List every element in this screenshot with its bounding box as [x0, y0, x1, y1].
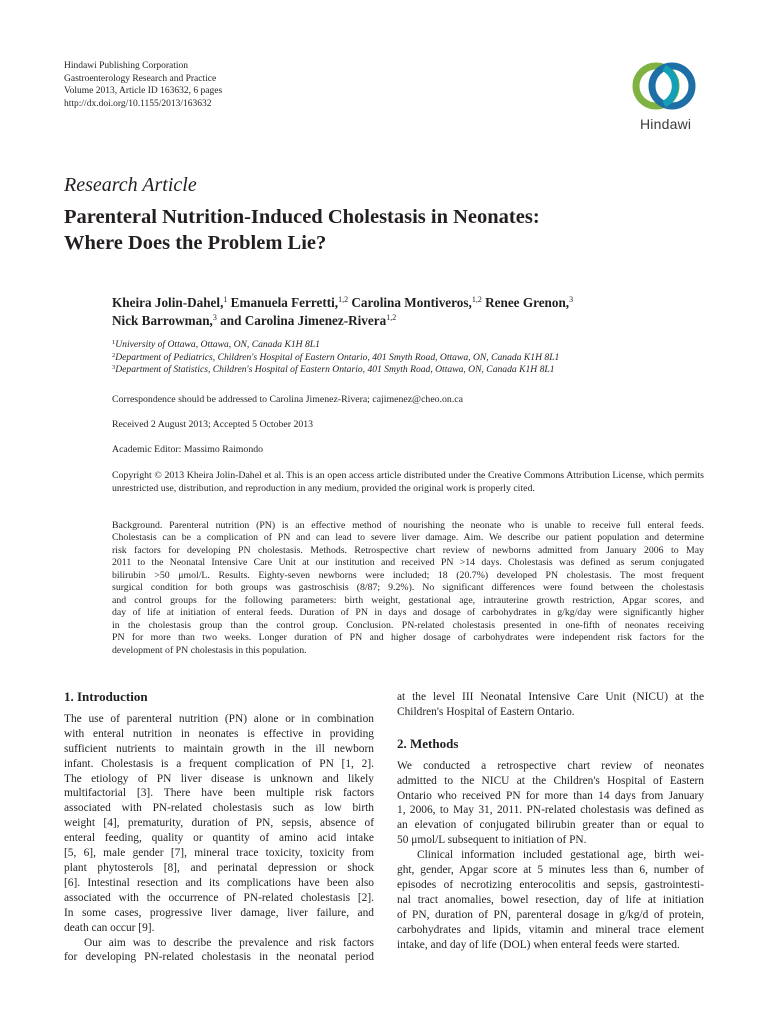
abstract-line: PN for more than two weeks. Longer duration of PN and higher dosage of carbohydrates were independent risk factors for the: [112, 632, 704, 644]
author-name: Renee Grenon,: [485, 295, 570, 310]
text-line: plant phytosterols [8], and perinatal depression or shock: [64, 861, 374, 874]
logo-wordmark: Hindawi: [640, 116, 692, 132]
text-line: 1, 2006, to May 31, 2011. PN-related cholestasis was defined as: [397, 804, 704, 817]
methods-paragraph: [397, 848, 704, 952]
text-line: admitted to the NICU at the Children's Hospital of Eastern: [397, 774, 704, 787]
doi-link[interactable]: http://dx.doi.org/10.1155/2013/163632: [64, 98, 212, 109]
introduction-paragraph: [64, 936, 374, 966]
text-line: [5, 6], male gender [7], mineral trace toxicity, toxicity from: [64, 847, 374, 860]
author-name: Nick Barrowman,: [112, 313, 213, 328]
affiliation-list: [112, 339, 712, 377]
publisher-name: Hindawi Publishing Corporation: [64, 61, 189, 71]
text-line: The etiology of PN liver disease is unknown and likely: [64, 772, 374, 785]
methods-paragraph: [397, 759, 704, 848]
text-line: nal tract anomalies, bowel resection, day of life at initiation: [397, 893, 704, 906]
text-line: carbohydrates and lipids, vitamin and mineral trace element: [397, 923, 704, 936]
introduction-paragraph-continued: [397, 690, 704, 720]
author-affil-sup: 1,2: [386, 313, 397, 322]
text-line: Ontario who received PN for more than 14 days from January: [397, 789, 704, 802]
title-line: Parenteral Nutrition-Induced Cholestasis in Neonates:: [64, 206, 540, 228]
text-line: multifactorial [3]. There have been multiple risk factors: [64, 787, 374, 800]
author-name: Emanuela Ferretti,: [230, 295, 339, 310]
text-line: of PN, duration of PN, parenteral dosage in g/kg/d of protein,: [397, 908, 704, 921]
introduction-paragraph: [64, 712, 374, 936]
affiliation: [112, 339, 712, 352]
article-type-label: Research Article: [64, 174, 197, 196]
author-affil-sup: 1,2: [338, 295, 349, 304]
text-line: 50 μmol/L subsequent to initiation of PN.: [397, 834, 587, 847]
text-line: at the level III Neonatal Intensive Care Unit (NICU) at the: [397, 691, 704, 703]
text-line: [6]. Intestinal resection and its complications have been also: [64, 876, 374, 889]
journal-masthead: [64, 60, 324, 110]
text-line: Clinical information included gestational age, birth wei-: [417, 849, 704, 862]
abstract-line: surgical condition for both groups was gastroschisis (8/87; 9.2%). No significant differences were found between the cholestasis: [112, 582, 704, 594]
abstract-line: 2011 to the Neonatal Intensive Care Unit at our institution and received PN >14 days. Cholestasis was defined as serum conjugated: [112, 557, 704, 569]
text-line: We conducted a retrospective chart review of neonates: [397, 759, 704, 772]
text-line: The use of parenteral nutrition (PN) alone or in combination: [64, 712, 374, 725]
article-title: [64, 204, 684, 256]
author-name: Kheira Jolin-Dahel,: [112, 295, 224, 310]
affiliation-text: Department of Statistics, Children's Hospital of Eastern Ontario, 401 Smyth Road, Ottawa, ON, Canada K1H 8L1: [115, 364, 555, 376]
copyright-notice: Copyright © 2013 Kheira Jolin-Dahel et al. This is an open access article distributed under the Creative Commons Attribution License, which permits unrestricted use, distribution, and reproduction in any medium, provided the original work is properly cited.: [112, 470, 704, 494]
journal-name: Gastroenterology Research and Practice: [64, 73, 217, 84]
text-line: intake, and day of life (DOL) when enteral feeds were started.: [397, 938, 680, 951]
affiliation-text: University of Ottawa, Ottawa, ON, Canada K1H 8L1: [115, 339, 320, 350]
text-line: Our aim was to describe the prevalence and risk factors: [84, 936, 374, 949]
text-line: enteral feeding, quality or quantity of amino acid intake: [64, 832, 374, 845]
received-dates: Received 2 August 2013; Accepted 5 October 2013: [112, 419, 314, 430]
text-line: for developing PN-related cholestasis in the neonatal period: [64, 951, 374, 964]
text-line: associated with the occurrence of PN-related cholestasis [2].: [64, 891, 374, 904]
abstract-line: Background. Parenteral nutrition (PN) is an effective method of nourishing the neonate who is unable to receive full enteral feeds.: [112, 520, 704, 531]
abstract-line: Cholestasis can be a complication of PN and can lead to severe liver damage. Aim. We describe our patient population and determine: [112, 532, 704, 544]
abstract-line: day of life at initiation of enteral feeds. Duration of PN in days and dosage of carbohydrates in g/kg/day were significantly higher: [112, 607, 704, 619]
introduction-heading: 1. Introduction: [64, 689, 148, 704]
methods-heading: 2. Methods: [397, 735, 459, 751]
author-affil-sup: 1,2: [471, 295, 482, 304]
text-line: with enteral nutrition in neonates is effective in providing: [64, 727, 374, 740]
text-line: ght, gender, Apgar score at 5 minutes less than 6, number of: [397, 864, 704, 877]
text-line: Children's Hospital of Eastern Ontario.: [397, 705, 575, 718]
title-line: Where Does the Problem Lie?: [64, 232, 327, 254]
author-affil-sup: 3: [569, 295, 574, 304]
abstract-line: in the cholestasis group than the control group. Conclusion. PN-related cholestasis presented in one-fifth of neonates receiving: [112, 619, 704, 631]
volume-info: Volume 2013, Article ID 163632, 6 pages: [64, 86, 223, 96]
correspondence-note: Correspondence should be addressed to Carolina Jimenez-Rivera; cajimenez@cheo.on.ca: [112, 394, 463, 405]
abstract-line: development of PN cholestasis in this population.: [112, 644, 307, 656]
abstract-line: and control groups for the following parameters: birth weight, gestational age, intrauterine growth restriction, Apgar scores, and: [112, 594, 704, 606]
text-line: episodes of necrotizing enterocolitis and sepsis, gastrointesti-: [397, 878, 704, 891]
affiliation-text: Department of Pediatrics, Children's Hospital of Eastern Ontario, 401 Smyth Road, Ottawa, ON, Canada K1H 8L1: [115, 351, 560, 363]
text-line: weight [4], prematurity, duration of PN, sepsis, absence of: [64, 817, 374, 830]
affiliation: [112, 364, 712, 377]
abstract-line: risk factors for developing PN cholestasis. Methods. Retrospective chart review of newborns admitted from January 2006 to May: [112, 544, 704, 556]
text-line: In some cases, progressive liver damage, liver failure, and: [64, 906, 374, 919]
affiliation-sup: 2: [112, 351, 116, 359]
abstract-line: bilirubin >50 μmol/L. Results. Eighty-seven newborns were included; 18 (20.7%) developed PN cholestasis. The most frequent: [112, 569, 704, 581]
author-name: Carolina Montiveros,: [351, 295, 472, 310]
text-line: an elevation of conjugated bilirubin greater than or equal to: [397, 819, 704, 832]
author-name: and Carolina Jimenez-Rivera: [220, 313, 387, 328]
right-column: [397, 690, 704, 953]
author-list: [112, 294, 672, 330]
text-line: infant. Cholestasis is a frequent complication of PN [1, 2].: [64, 757, 374, 770]
author-affil-sup: 1: [223, 295, 228, 304]
academic-editor: Academic Editor: Massimo Raimondo: [112, 444, 264, 455]
abstract: [112, 520, 704, 657]
left-column: [64, 690, 374, 965]
affiliation-sup: 3: [112, 364, 116, 372]
affiliation-sup: 1: [112, 339, 116, 346]
affiliation: [112, 352, 712, 365]
text-line: death can occur [9].: [64, 921, 155, 934]
author-affil-sup: 3: [212, 313, 217, 322]
text-line: associated with PN-related cholestasis such as low birth: [64, 802, 374, 815]
text-line: sufficient nutrients to maintain growth in the ill newborn: [64, 742, 374, 755]
